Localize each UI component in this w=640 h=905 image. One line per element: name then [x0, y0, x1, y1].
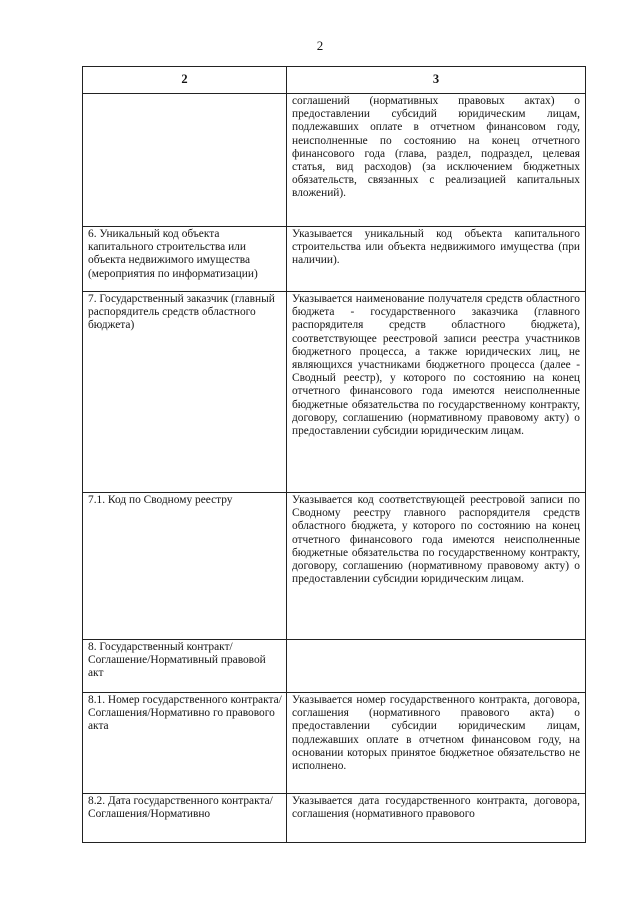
table-row	[83, 794, 586, 843]
row-description: Указывается дата государственного контракта, договора, соглашения (нормативного правового	[292, 795, 580, 821]
row-description-cell	[287, 693, 586, 794]
table-row	[83, 292, 586, 493]
row-description-cell	[287, 94, 586, 227]
row-label-cell	[83, 794, 287, 843]
row-label: 6. Уникальный код объекта капитального строительства или объекта недвижимого имущества (мероприятия по информатизации)	[88, 228, 258, 280]
row-label-cell	[83, 94, 287, 227]
table-row	[83, 227, 586, 292]
row-description-cell	[287, 292, 586, 493]
row-label-cell	[83, 640, 287, 693]
row-label-cell	[83, 493, 287, 640]
row-label: 8.1. Номер государственного контракта/Соглашения/Нормативно го правового акта	[88, 694, 282, 733]
column-header-2: 2	[83, 67, 287, 94]
row-label: 8.2. Дата государственного контракта/Соглашения/Нормативно	[88, 795, 273, 821]
row-label-cell	[83, 292, 287, 493]
row-label: 7. Государственный заказчик (главный распорядитель средств областного бюджета)	[88, 293, 275, 332]
row-description: Указывается номер государственного контракта, договора, соглашения (нормативного правового акта) о предоставлении субсидии юридическим лицам, подлежавших оплате в отчетном финансовом году, на основании которых принятое бюджетное обязательство не исполнено.	[292, 694, 580, 773]
document-table	[82, 66, 586, 843]
row-description: Указывается наименование получателя средств областного бюджета - государственного заказчика (главного распорядителя средств областного бюджета), соответствующее реестровой записи реестра участников бюджетного процесса, а также юридических лиц, не являющихся участниками бюджетного процесса (далее - Сводный реестр), у которого по состоянию на конец отчетного финансового года имеются неисполненные бюджетные обязательства по государственному контракту, договору, соглашению (нормативному правовому акту) о предоставлении субсидии юридическим лицам.	[292, 293, 580, 438]
row-description-cell	[287, 227, 586, 292]
table-row	[83, 693, 586, 794]
row-description: соглашений (нормативных правовых актах) о предоставлении субсидий юридическим лицам, подлежавших оплате в отчетном финансовом году, неисполненные по состоянию на конец отчетного финансового года (глава, раздел, подраздел, целевая статья, вид расходов) (за исключением бюджетных обязательств, связанных с реализацией капитальных вложений).	[292, 95, 580, 200]
table-header-row	[83, 67, 586, 94]
row-description-cell	[287, 640, 586, 693]
table-row	[83, 94, 586, 227]
row-description: Указывается уникальный код объекта капитального строительства или объекта недвижимого имущества (при наличии).	[292, 228, 580, 267]
page-number: 2	[316, 38, 324, 53]
table-row	[83, 640, 586, 693]
row-label: 7.1. Код по Сводному реестру	[88, 494, 233, 506]
row-description-cell	[287, 493, 586, 640]
row-label-cell	[83, 693, 287, 794]
column-header-3: 3	[287, 67, 586, 94]
row-description: Указывается код соответствующей реестровой записи по Сводному реестру главного распорядителя средств областного бюджета, у которого по состоянию на конец отчетного финансового года имеются неисполненные бюджетные обязательства по государственному контракту, договору, соглашению (нормативному правовому акту) о предоставлении субсидии юридическим лицам.	[292, 494, 580, 586]
row-label-cell	[83, 227, 287, 292]
table-row	[83, 493, 586, 640]
row-label: 8. Государственный контракт/Соглашение/Нормативный правовой акт	[88, 641, 266, 680]
row-description-cell	[287, 794, 586, 843]
